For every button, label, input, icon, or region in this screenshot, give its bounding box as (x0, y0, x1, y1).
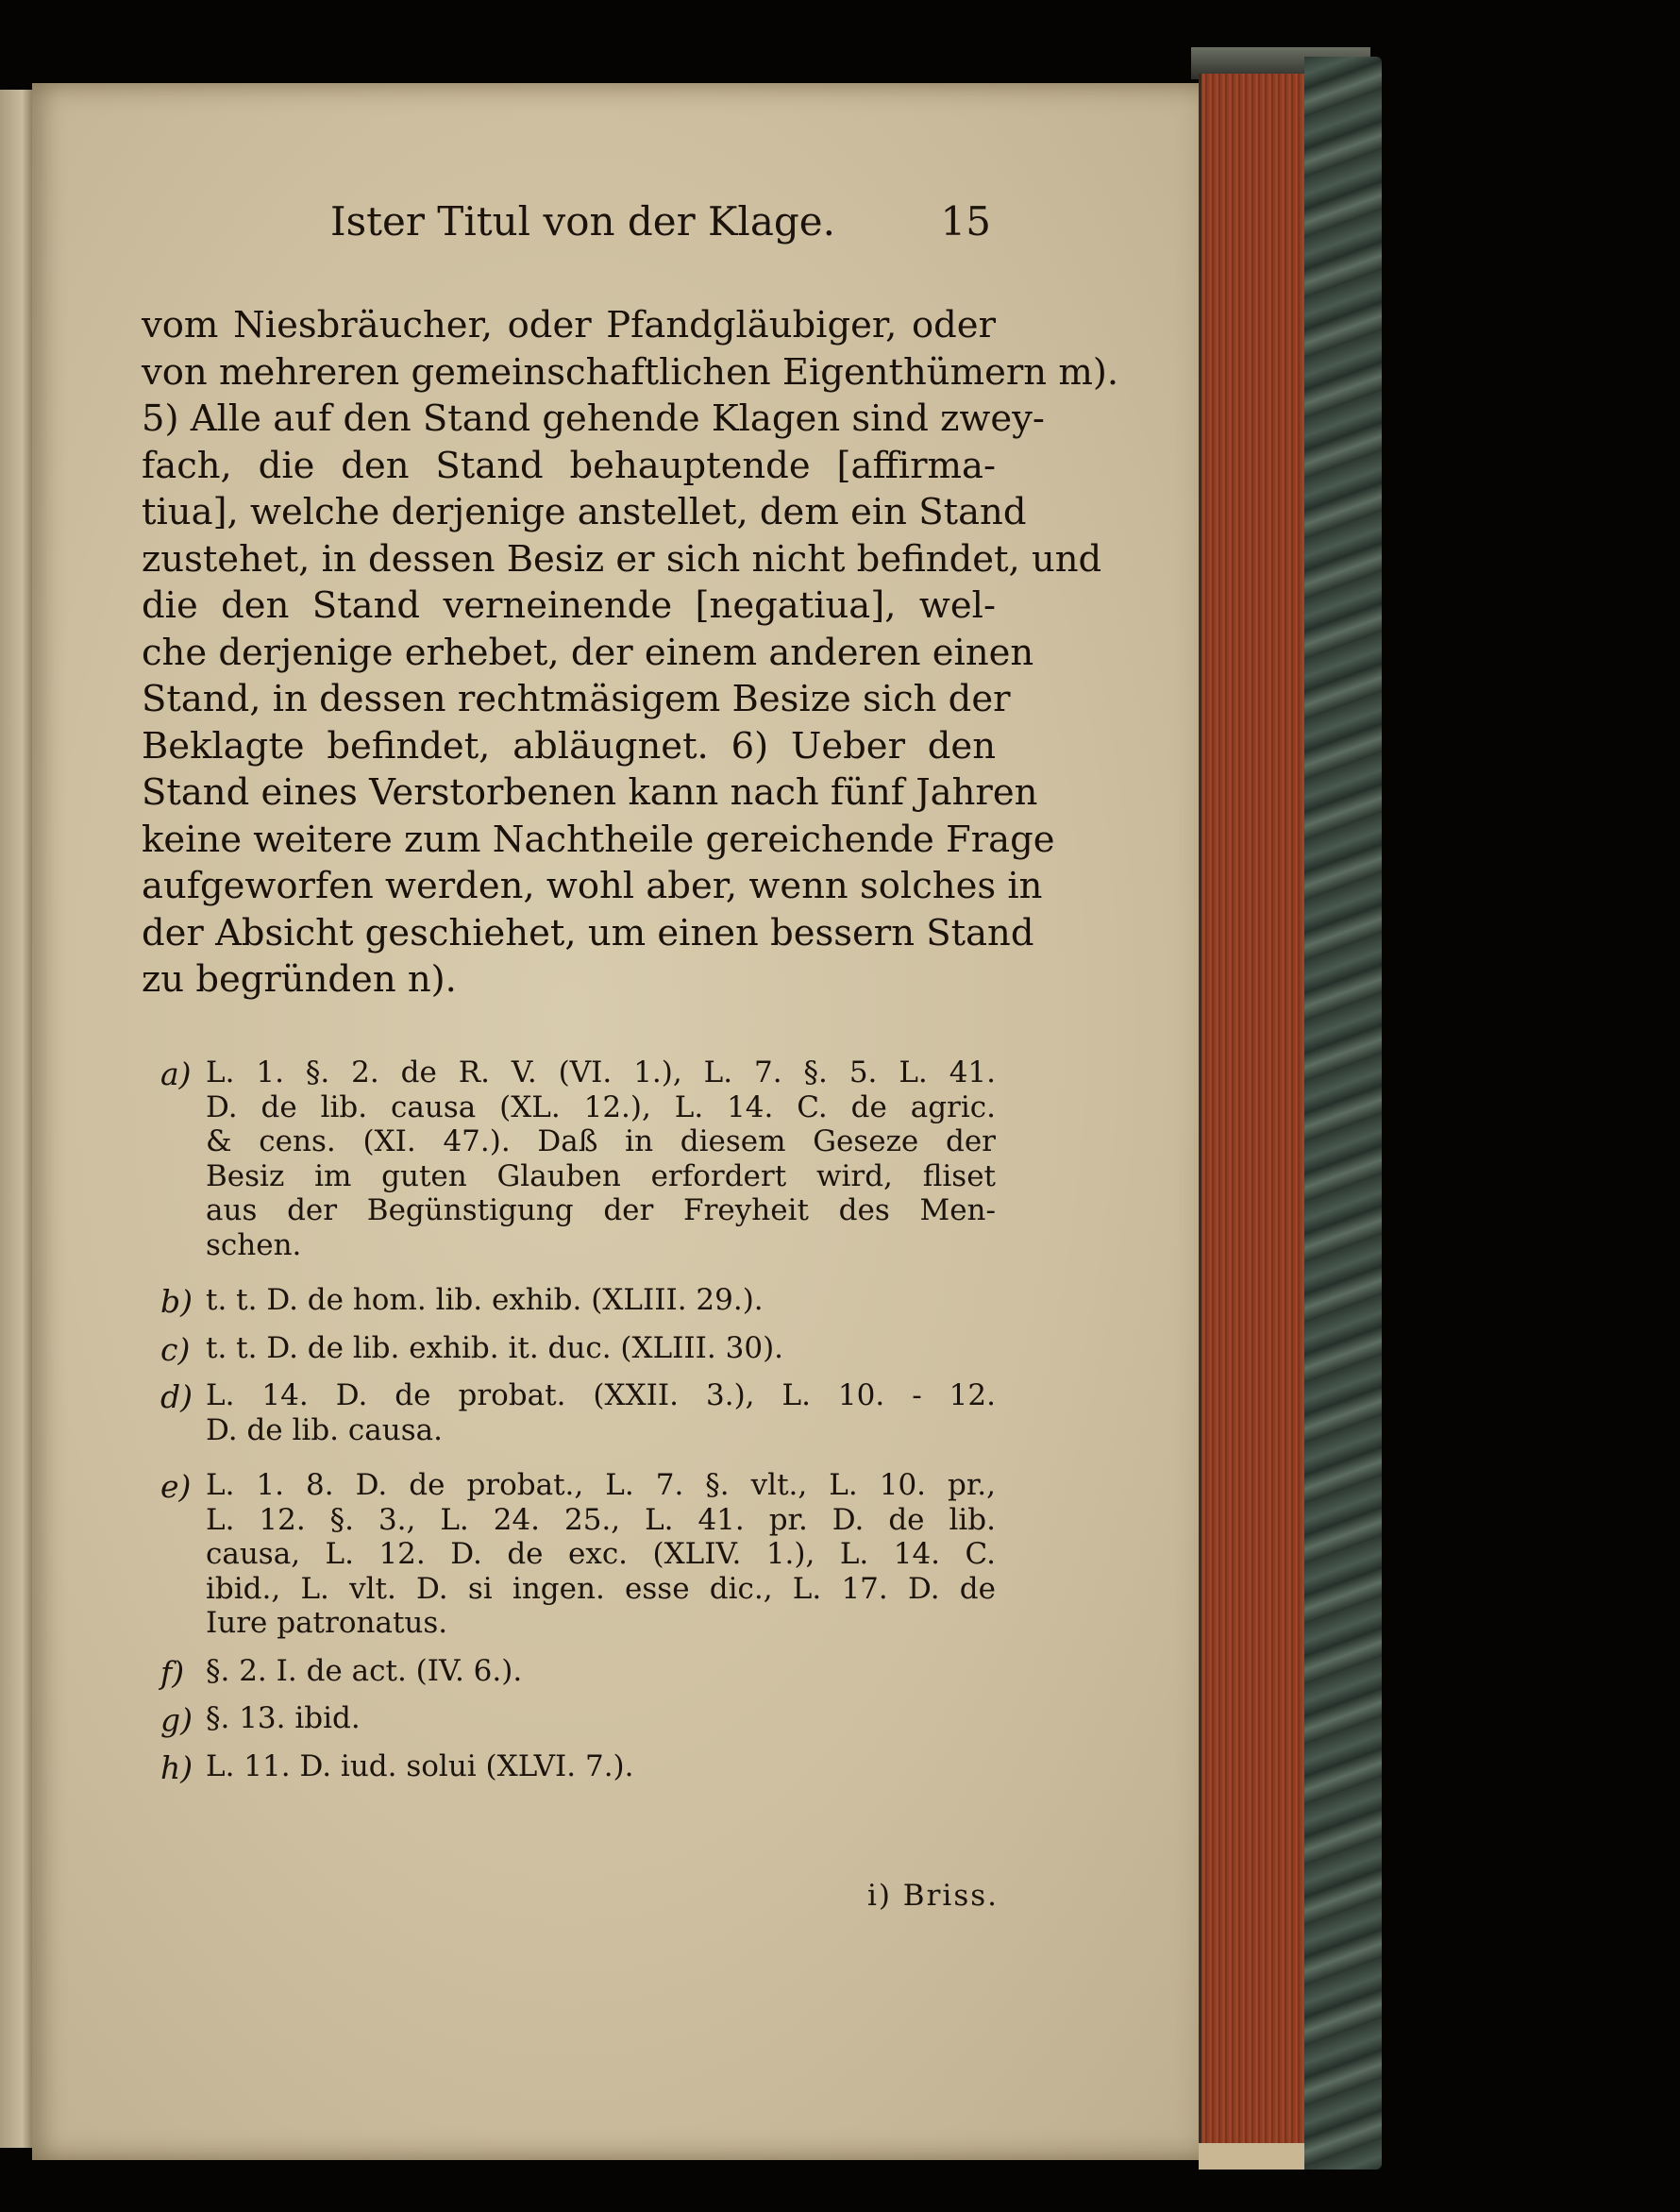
footnote-mark: c) (160, 1330, 191, 1368)
footnote-line: aus der Begünstigung der Freyheit des Men- (206, 1193, 996, 1227)
footnote-line: L. 12. §. 3., L. 24. 25., L. 41. pr. D. de lib. (206, 1502, 996, 1537)
footnote-line: Besiz im guten Glauben erfordert wird, fliset (206, 1158, 996, 1193)
footnote-mark: d) (160, 1378, 193, 1415)
footnote-line: L. 11. D. iud. solui (XLVI. 7.). (206, 1748, 634, 1783)
book-cover-marbled (1304, 57, 1382, 2170)
footnote-e (160, 1468, 996, 1641)
text-line: zustehet, in dessen Besiz er sich nicht befindet, und (142, 537, 1102, 581)
footnote-b (160, 1283, 996, 1318)
footnote-mark: g) (160, 1701, 193, 1738)
running-title: Ister Titul von der Klage. (330, 198, 835, 245)
text-line: che derjenige erhebet, der einem anderen einen (142, 631, 1034, 674)
text-line: zu begründen n). (142, 958, 457, 1001)
footnote-line: ibid., L. vlt. D. si ingen. esse dic., L. 17. D. de (206, 1571, 996, 1606)
footnote-mark: f) (160, 1653, 185, 1691)
footnote-line: t. t. D. de lib. exhib. it. duc. (XLIII. 30). (206, 1330, 784, 1365)
footnote-line: D. de lib. causa (XL. 12.), L. 14. C. de agric. (206, 1089, 996, 1124)
footnote-d (160, 1378, 996, 1447)
footnote-line: §. 13. ibid. (206, 1701, 361, 1735)
text-line: Stand eines Verstorbenen kann nach fünf Jahren (142, 771, 1038, 814)
footnote-line: & cens. (XI. 47.). Daß in diesem Geseze der (206, 1124, 996, 1158)
text-line: 5) Alle auf den Stand gehende Klagen sind zwey- (142, 397, 1045, 440)
footnote-line: schen. (206, 1227, 302, 1262)
footnote-line: L. 14. D. de probat. (XXII. 3.), L. 10. - 12. (206, 1378, 996, 1412)
footnote-line: Iure patronatus. (206, 1606, 448, 1640)
catchword: i) Briss. (866, 1879, 999, 1913)
footnote-g (160, 1701, 996, 1736)
facing-page-edge (0, 90, 32, 2148)
page-block-bottom (1199, 2143, 1304, 2170)
text-line: von mehreren gemeinschaftlichen Eigenthümern m). (142, 350, 1119, 394)
text-line: vom Niesbräucher, oder Pfandgläubiger, oder (142, 304, 996, 346)
footnote-line: causa, L. 12. D. de exc. (XLIV. 1.), L. 14. C. (206, 1537, 996, 1571)
footnote-line: t. t. D. de hom. lib. exhib. (XLIII. 29.). (206, 1283, 764, 1317)
footnote-c (160, 1331, 996, 1366)
main-text (142, 302, 1119, 1004)
footnotes (160, 1055, 996, 1797)
text-line: tiua], welche derjenige anstellet, dem ein Stand (142, 491, 1027, 533)
footnote-line: D. de lib. causa. (206, 1412, 443, 1447)
text-line: Beklagte befindet, abläugnet. 6) Ueber den (142, 724, 996, 768)
footnote-a (160, 1055, 996, 1262)
footnote-mark: e) (160, 1468, 192, 1505)
footnote-mark: h) (160, 1748, 193, 1786)
footnote-mark: b) (160, 1283, 193, 1320)
running-header (330, 198, 991, 255)
text-line: der Absicht geschiehet, um einen bessern Stand (142, 911, 1034, 954)
text-line: aufgeworfen werden, wohl aber, wenn solches in (142, 865, 1043, 907)
text-line: keine weitere zum Nachtheile gereichende Frage (142, 818, 1055, 861)
text-line: die den Stand verneinende [negatiua], wel- (142, 584, 996, 627)
page-block-edges (1199, 74, 1307, 2168)
text-line: Stand, in dessen rechtmäsigem Besize sich der (142, 678, 1011, 720)
footnote-mark: a) (160, 1055, 192, 1092)
footnote-h (160, 1749, 996, 1784)
footnote-line: L. 1. §. 2. de R. V. (VI. 1.), L. 7. §. 5. L. 41. (206, 1055, 996, 1089)
page-number: 15 (940, 198, 991, 245)
footnote-f (160, 1654, 996, 1689)
footnote-line: §. 2. I. de act. (IV. 6.). (206, 1653, 523, 1688)
text-line: fach, die den Stand behauptende [affirma- (142, 444, 996, 487)
footnote-line: L. 1. 8. D. de probat., L. 7. §. vlt., L. 10. pr., (206, 1468, 996, 1502)
